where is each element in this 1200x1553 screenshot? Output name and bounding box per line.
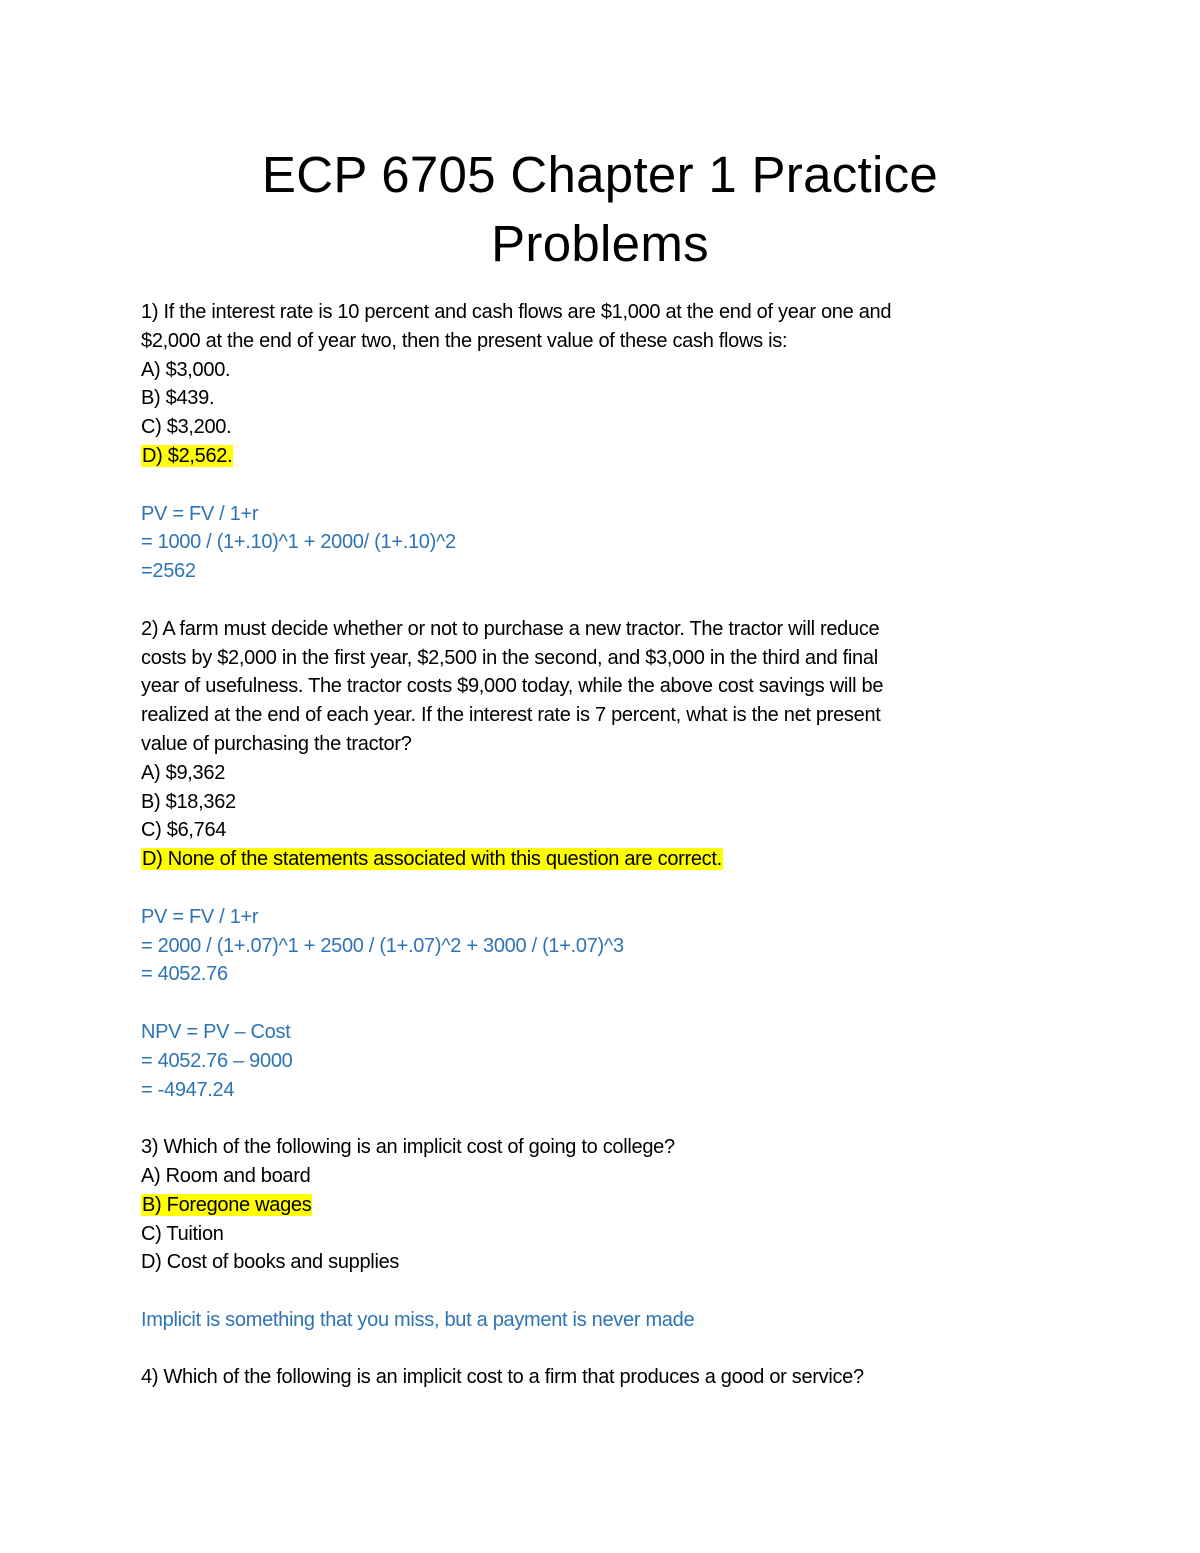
question-1-stem-line-1: 1) If the interest rate is 10 percent and cash flows are $1,000 at the end of year one and (141, 301, 892, 323)
question-2-pv-line-2: = 2000 / (1+.07)^1 + 2500 / (1+.07)^2 + 3000 / (1+.07)^3 (141, 934, 624, 957)
question-2-option-c: C) $6,764 (141, 819, 227, 842)
question-1-work-line-3: =2562 (141, 560, 196, 583)
question-1-option-d-highlighted: D) $2,562. (142, 444, 233, 467)
spacer (141, 471, 1021, 500)
question-1-option-c: C) $3,200. (141, 416, 232, 439)
question-2-stem-line-1: 2) A farm must decide whether or not to purchase a new tractor. The tractor will reduce (141, 617, 880, 640)
title-line-1: ECP 6705 Chapter 1 Practice (261, 146, 939, 203)
spacer (141, 989, 1021, 1018)
question-1-stem-line-2: $2,000 at the end of year two, then the present value of these cash flows is: (141, 329, 788, 352)
question-2-pv-line-1: PV = FV / 1+r (141, 905, 259, 928)
title-line-2: Problems (491, 215, 709, 272)
spacer (141, 1104, 1021, 1133)
question-1-option-d-line (141, 442, 1021, 471)
question-1-option-b: B) $439. (141, 387, 215, 410)
question-2-stem-line-3: year of usefulness. The tractor costs $9,000 today, while the above cost savings will be (141, 675, 884, 698)
question-2-pv-line-3: = 4052.76 (141, 963, 228, 986)
question-3-option-b-line (141, 1191, 1021, 1220)
question-1-work-line-1: PV = FV / 1+r (141, 502, 259, 525)
question-2-stem-line-5: value of purchasing the tractor? (141, 732, 412, 755)
question-2-npv-line-2: = 4052.76 – 9000 (141, 1049, 293, 1072)
question-3-option-c: C) Tuition (141, 1222, 224, 1245)
question-3-note: Implicit is something that you miss, but a payment is never made (141, 1308, 695, 1331)
question-3 (141, 1133, 1021, 1335)
question-2-stem-line-4: realized at the end of each year. If the interest rate is 7 percent, what is the net present (141, 704, 881, 727)
question-2-option-a: A) $9,362 (141, 761, 226, 784)
question-3-option-b-highlighted: B) Foregone wages (142, 1193, 312, 1216)
question-2-npv-line-3: = -4947.24 (141, 1078, 235, 1101)
question-2-stem-line-2: costs by $2,000 in the first year, $2,500 in the second, and $3,000 in the third and final (141, 646, 878, 669)
question-2-option-d-highlighted: D) None of the statements associated with this question are correct. (142, 848, 722, 871)
question-2-option-b: B) $18,362 (141, 790, 236, 813)
question-1-option-a: A) $3,000. (141, 358, 231, 381)
question-3-option-a: A) Room and board (141, 1164, 311, 1187)
document-body (141, 298, 1021, 1392)
question-3-option-d: D) Cost of books and supplies (141, 1251, 400, 1274)
question-2-npv-line-1: NPV = PV – Cost (141, 1020, 291, 1043)
question-2-option-d-line (141, 845, 1021, 874)
spacer (141, 1335, 1021, 1364)
question-1 (141, 298, 1021, 586)
question-4 (141, 1363, 1021, 1392)
spacer (141, 874, 1021, 903)
question-4-stem-line-1: 4) Which of the following is an implicit cost to a firm that produces a good or service? (141, 1366, 864, 1389)
document-title (0, 140, 1200, 278)
question-2 (141, 615, 1021, 1105)
spacer (141, 1277, 1021, 1306)
question-1-work-line-2: = 1000 / (1+.10)^1 + 2000/ (1+.10)^2 (141, 531, 456, 554)
spacer (141, 586, 1021, 615)
question-3-stem-line-1: 3) Which of the following is an implicit cost of going to college? (141, 1136, 675, 1159)
